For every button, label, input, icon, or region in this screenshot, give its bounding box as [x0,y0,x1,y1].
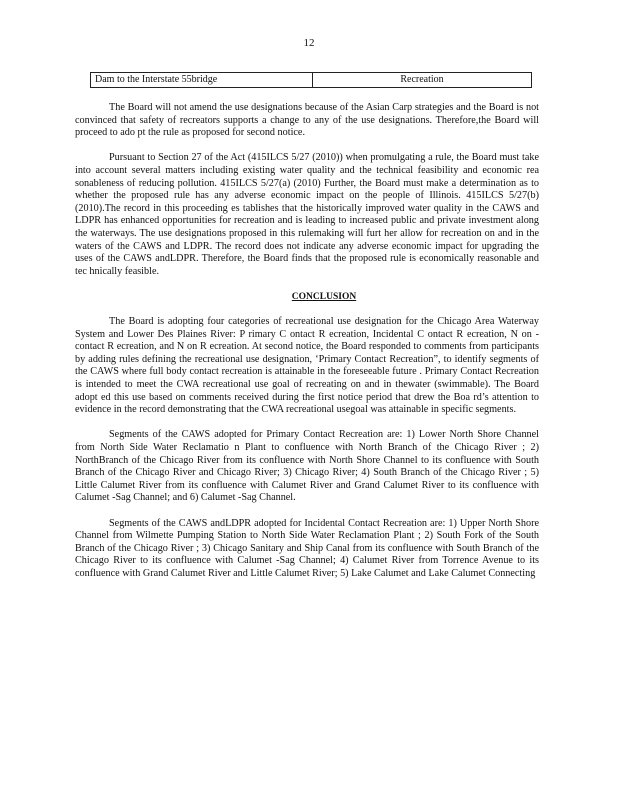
paragraph-conclusion: The Board is adopting four categories of recreational use designation for the Chicago Area Waterway System and Lower Des Plaines River: P rimary C ontact R ecreation, Incidental C ontact R ecreation, N on -contact R ecreation, and N on R ecreation. At second notice, the Board responded to comments from participants by adding rules defining the recreational use designation, ‘Primary Contact Recreation”, to identify segments of the CAWS where full body contact recreation is attainable in the foreseeable future . Primary Contact Recreation is intended to meet the CWA recreational use goal of recreating on and in thewater (swimmable). The Board adopt ed this use based on comments received during the first notice period that drew the Boa rd’s attention to evidence in the record demonstrating that the CWA recreational usegoal was attainable in specific segments. [75,316,539,416]
heading-text: CONCLUSION [291,291,357,302]
paragraph-incidental-contact-segments: Segments of the CAWS andLDPR adopted for Incidental Contact Recreation are: 1) Upper North Shore Channel from Wilmette Pumping Station to North Side Water Reclamation Plant ; 2) South Fork of the South Branch of the Chicago River ; 3) Chicago Sanitary and Ship Canal from its confluence with South Branch of the Chicago River to its confluence with Calumet -Sag Channel; 4) Calumet River from Torrence Avenue to its confluence with Grand Calumet River and Little Calumet River; 5) Lake Calumet and Lake Calumet Connecting [75,517,539,579]
page-number: 12 [303,37,315,49]
document-body [75,102,539,593]
paragraph-asian-carp: The Board will not amend the use designations because of the Asian Carp strategies and the Board is not convinced that safety of recreators supports a change to any of the use designations. Therefore,the Board will proceed to ado pt the rule as proposed for second notice. [75,102,539,139]
table-cell-waterbody: Dam to the Interstate 55bridge [91,73,313,87]
section-heading-conclusion [75,291,539,304]
paragraph-primary-contact-segments: Segments of the CAWS adopted for Primary Contact Recreation are: 1) Lower North Shore Channel from North Side Water Reclamatio n Plant to confluence with North Branch of the Chicago River ; 2) NorthBranch of the Chicago River from its confluence with North Shore Channel to its confluence with South Branch of the Chicago River and Chicago River; 3) Chicago River; 4) South Branch of the Chicago River ; 5) Little Calumet River from its confluence with Calumet River and Grand Calumet River to its confluence with Calumet -Sag Channel; and 6) Calumet -Sag Channel. [75,429,539,504]
table-cell-designation: Recreation [400,74,444,85]
paragraph-economic-reasonableness: Pursuant to Section 27 of the Act (415ILCS 5/27 (2010)) when promulgating a rule, the Board must take into account several matters including existing water quality and the technical feasibility and economic rea sonableness of reducing pollution. 415ILCS 5/27(a) (2010) Further, the Board must make a determination as to whether the proposed rule has any adverse economic impact on the people of Illinois. 415ILCS 5/27(b) (2010).The record in this proceeding es tablishes that the historically improved water quality in the CAWS and LDPR has enhanced opportunities for recreation and is leading to increased public and private investment along the waterways. The use designations proposed in this rulemaking will furt her allow for recreation on and in the waters of the CAWS and LDPR. The record does not indicate any adverse economic impact for upgrading the uses of the CAWS andLDPR. Therefore, the Board finds that the proposed rule is economically reasonable and tec hnically feasible. [75,152,539,277]
table-row [90,72,532,88]
